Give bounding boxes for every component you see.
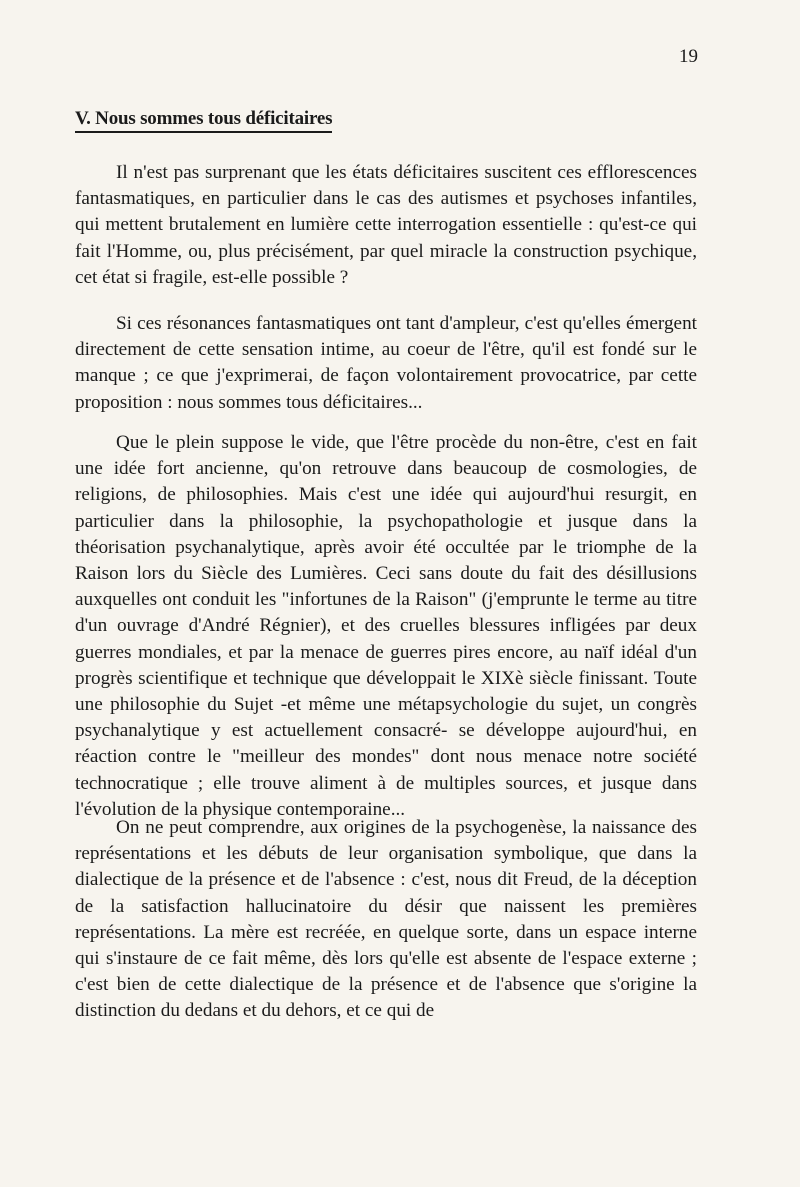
section-heading: V. Nous sommes tous déficitaires [75,108,332,133]
page-number: 19 [679,46,698,67]
paragraph: On ne peut comprendre, aux origines de la psychogenèse, la naissance des représentations et les débuts de leur organisation symbolique, que dans la dialectique de la présence et de l'absence : c'est, nous dit Freud, de la déception de la satisfaction hallucinatoire du désir que naissent les premières représentations. La mère est recréée, en quelque sorte, dans un espace interne qui s'instaure de ce fait même, dès lors qu'elle est absente de l'espace externe ; c'est bien de cette dialectique de la présence et de l'absence que s'origine la distinction du dedans et du dehors, et ce qui de [75,817,697,1022]
paragraph: Il n'est pas surprenant que les états déficitaires suscitent ces efflorescences fantasmatiques, en particulier dans le cas des autismes et psychoses infantiles, qui mettent brutalement en lumière cette interrogation essentielle : qu'est-ce qui fait l'Homme, ou, plus précisément, par quel miracle la construction psychique, cet état si fragile, est-elle possible ? [75,162,697,288]
paragraph: Que le plein suppose le vide, que l'être procède du non-être, c'est en fait une idée fort ancienne, qu'on retrouve dans beaucoup de cosmologies, de religions, de philosophies. Mais c'est une idée qui aujourd'hui resurgit, en particulier dans la philosophie, la psychopathologie et jusque dans la théorisation psychanalytique, après avoir été occultée par le triomphe de la Raison lors du Siècle des Lumières. Ceci sans doute du fait des désillusions auxquelles ont conduit les "infortunes de la Raison" (j'emprunte le terme au titre d'un ouvrage d'André Régnier), et des cruelles blessures infligées par deux guerres mondiales, et par la menace de guerres pires encore, au naïf idéal d'un progrès scientifique et technique que développait le XIXè siècle finissant. Toute une philosophie du Sujet -et même une métapsychologie du sujet, un congrès psychanalytique y est actuellement consacré- se développe aujourd'hui, en réaction contre le "meilleur des mondes" dont nous menace notre société technocratique ; elle trouve aliment à de multiples sources, et jusque dans l'évolution de la physique contemporaine... [75,432,697,820]
paragraph: Si ces résonances fantasmatiques ont tant d'ampleur, c'est qu'elles émergent directement de cette sensation intime, au coeur de l'être, qu'il est fondé sur le manque ; ce que j'exprimerai, de façon volontairement provocatrice, par cette proposition : nous sommes tous déficitaires... [75,313,697,413]
